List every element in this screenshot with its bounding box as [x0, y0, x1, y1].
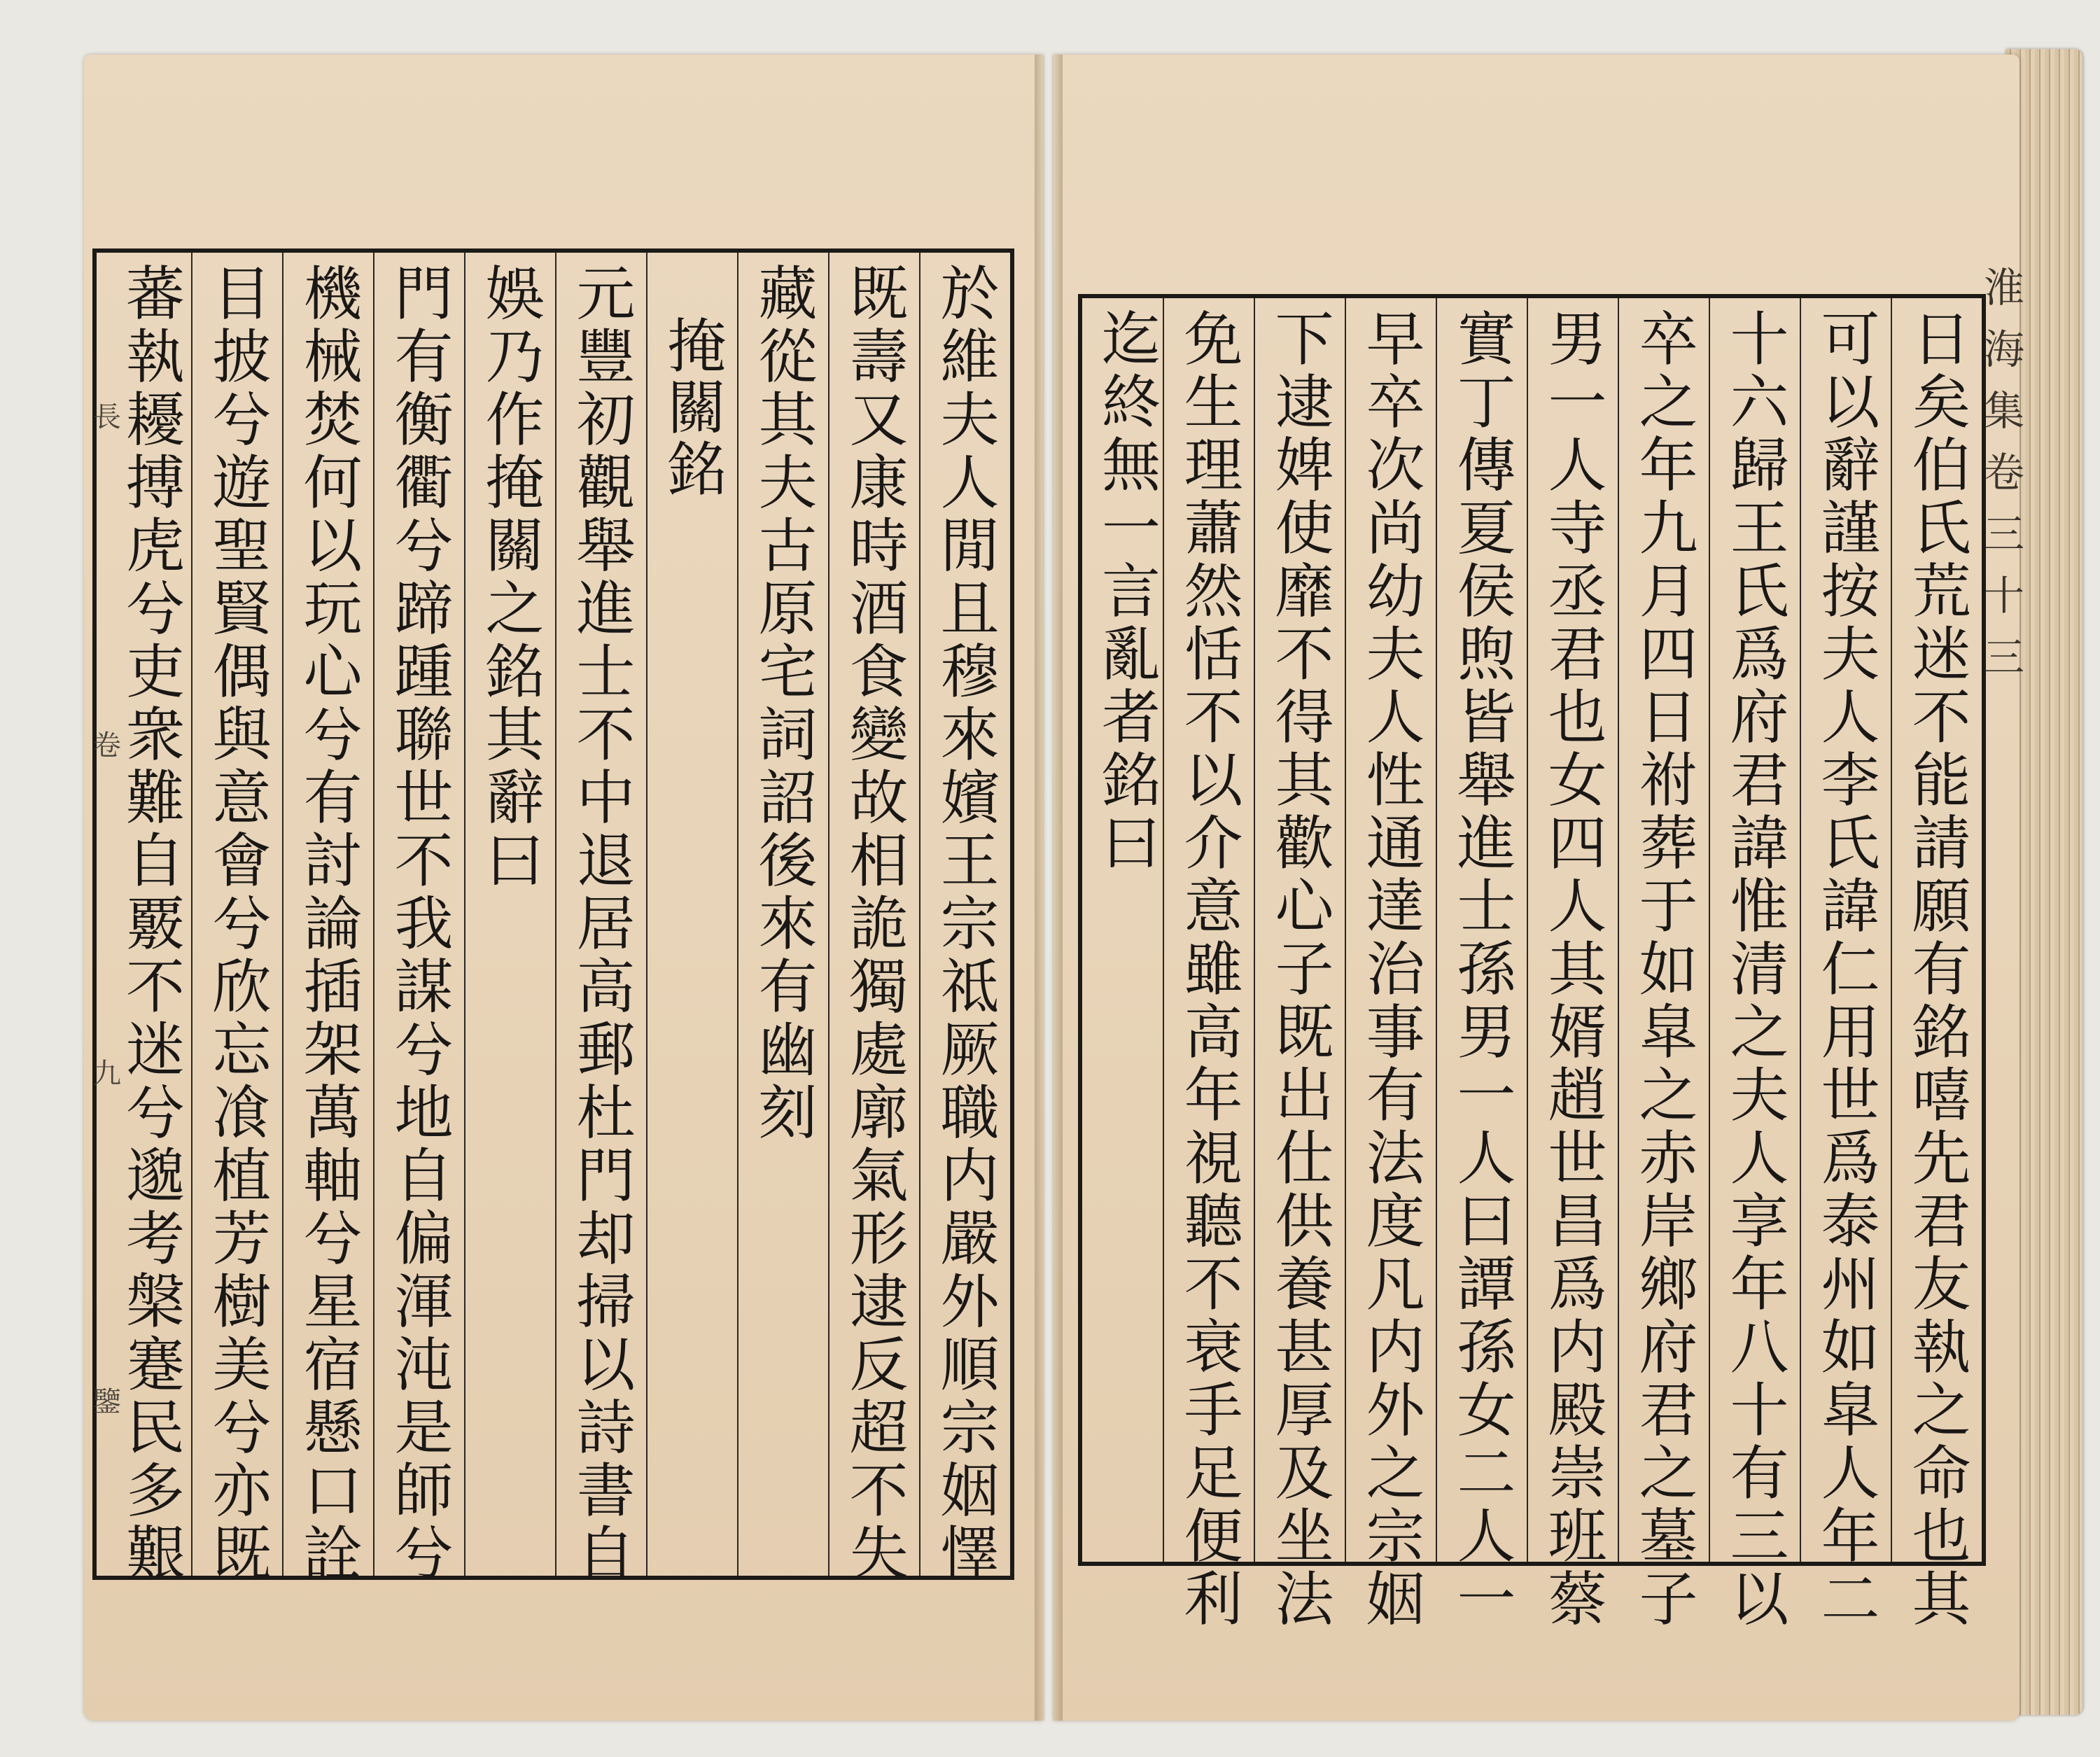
text-column — [373, 253, 464, 1586]
column-text: 男一人寺丞君也女四人其婿趙世昌爲内殿崇班蔡 — [1539, 308, 1607, 1631]
text-column — [737, 253, 828, 1576]
fold-mark: 鑒 — [88, 1386, 121, 1415]
text-column — [1345, 298, 1436, 1631]
text-column — [1091, 298, 1163, 1562]
text-column — [919, 253, 1010, 1586]
right-text-frame — [1078, 294, 1986, 1631]
text-column — [1891, 298, 1982, 1631]
column-text: 既壽又康時酒食變故相詭獨處廓氣形逮反超不失 — [840, 262, 909, 1586]
column-text: 目披兮遊聖賢偶與意會兮欣忘飡植芳樹美兮亦既 — [203, 262, 272, 1586]
column-text: 機械焚何以玩心兮有討論插架萬軸兮星宿懸口詮 — [294, 262, 363, 1586]
text-column — [1527, 298, 1618, 1631]
fold-mark: 九 — [88, 1058, 121, 1086]
text-column — [1618, 298, 1709, 1631]
column-text: 下逮婢使靡不得其歡心子既出仕供養甚厚及坐法 — [1266, 308, 1334, 1631]
column-text: 迄終無一言亂者銘曰 — [1092, 308, 1161, 875]
column-text: 免生理蕭然恬不以介意雖高年視聽不衰手足便利 — [1175, 308, 1243, 1631]
text-column — [555, 253, 646, 1586]
left-text-frame — [92, 248, 1014, 1586]
column-text: 實丁傳夏侯煦皆舉進士孫男一人曰譚孫女二人一 — [1448, 308, 1516, 1631]
text-column — [1254, 298, 1345, 1631]
text-column — [1436, 298, 1527, 1631]
text-column — [828, 253, 919, 1586]
book-gutter — [1035, 55, 1063, 1721]
column-text: 可以辭謹按夫人李氏諱仁用世爲泰州如皐人年二 — [1812, 308, 1880, 1631]
fold-mark: 卷 — [88, 730, 121, 759]
column-text: 門有衡衢兮蹄踵聯世不我謀兮地自偏渾沌是師兮 — [385, 262, 454, 1586]
column-text: 十六歸王氏爲府君諱惟清之夫人享年八十有三以 — [1721, 308, 1789, 1631]
section-title: 掩關銘 — [658, 315, 727, 500]
column-text: 蕃執耰搏虎兮吏衆難自覈不迷兮邈考槃蹇民多艱 — [116, 262, 186, 1586]
text-column — [1163, 298, 1254, 1631]
text-column — [111, 253, 191, 1586]
column-text: 早卒次尚幼夫人性通達治事有法度凡内外之宗姻 — [1357, 308, 1425, 1631]
column-text: 元豐初觀舉進士不中退居高郵杜門却掃以詩書自 — [567, 262, 636, 1586]
text-column — [1800, 298, 1891, 1631]
column-text: 娛乃作掩關之銘其辭曰 — [476, 262, 545, 892]
text-column — [282, 253, 373, 1586]
column-text: 藏從其夫古原宅詞詔後來有幽刻 — [749, 262, 818, 1144]
text-column — [646, 253, 737, 1576]
column-text: 日矣伯氏荒迷不能請願有銘嘻先君友執之命也其 — [1903, 308, 1971, 1631]
fold-margin — [88, 252, 121, 1564]
column-text: 卒之年九月四日祔葬于如皐之赤岸鄉府君之墓子 — [1630, 308, 1698, 1631]
page-edge-marks: 淮海集卷三十三 — [1977, 266, 2024, 697]
fold-mark: 長 — [88, 402, 121, 430]
text-column — [191, 253, 282, 1586]
text-column — [464, 253, 555, 1576]
text-column — [1709, 298, 1800, 1631]
column-text: 於維夫人閒且穆來嬪王宗祗厥職内嚴外順宗姻懌 — [931, 262, 1000, 1586]
